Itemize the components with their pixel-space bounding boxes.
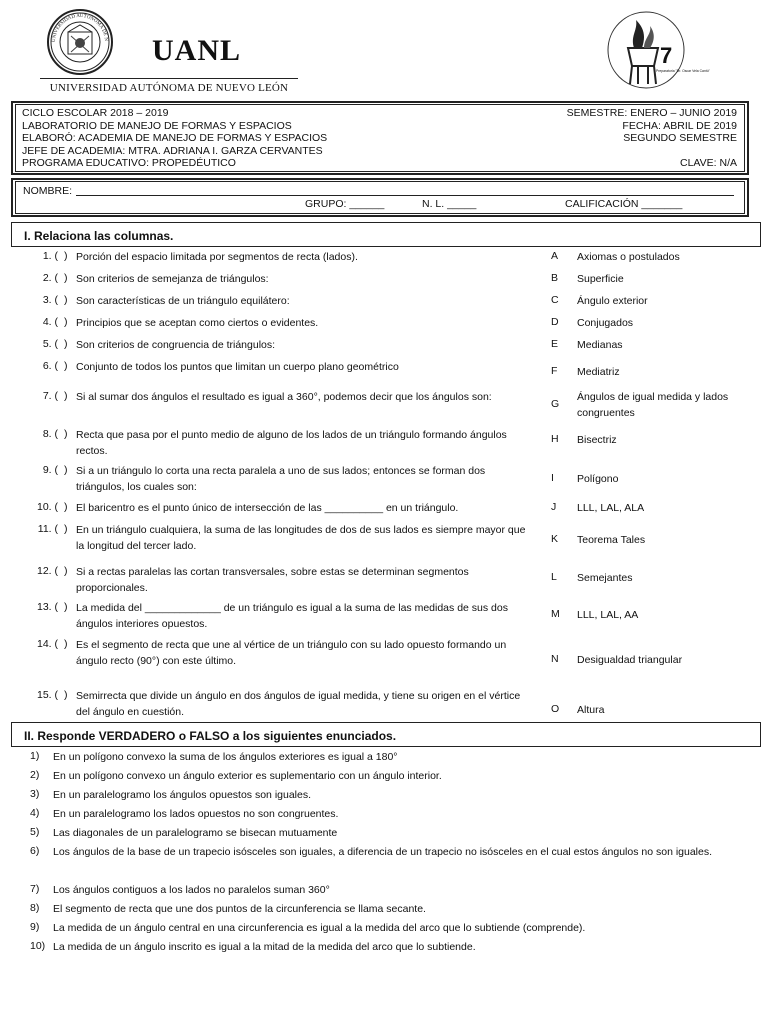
name-label: NOMBRE: [23,185,73,197]
tf-number: 3) [30,788,40,800]
tf-statement: El segmento de recta que une dos puntos de la circunferencia se llama secante. [53,903,426,915]
item-answer-blank[interactable]: ) [64,601,68,613]
tf-statement: Los ángulos contiguos a los lados no paralelos suman 360° [53,884,330,896]
item-answer-blank[interactable]: ) [64,689,68,701]
item-number[interactable]: 12. ( [36,565,58,577]
academy-head: JEFE DE ACADEMIA: MTRA. ADRIANA I. GARZA CERVANTES [22,144,323,157]
item-answer-blank[interactable]: ) [64,565,68,577]
option-text: Mediatriz [577,366,620,378]
tf-number: 9) [30,921,40,933]
option-letter: N [551,653,559,665]
item-statement: Porción del espacio limitada por segmentos de recta (lados). [76,251,358,263]
item-statement: Semirrecta que divide un ángulo en dos ángulos de igual medida, y tiene su origen en el vértice del ángulo en cuestión. [76,690,521,718]
uanl-title: UANL [152,34,242,67]
item-number[interactable]: 5. ( [42,338,58,350]
section-1-title: I. Relaciona las columnas. [11,222,761,247]
item-number[interactable]: 8. ( [42,428,58,440]
option-text: Conjugados [577,317,634,329]
list-number-field[interactable]: N. L. _____ [422,198,477,210]
item-number[interactable]: 6. ( [42,360,58,372]
tf-number: 1) [30,750,40,762]
option-text: Altura [577,704,605,716]
option-text: Axiomas o postulados [577,251,680,263]
option-letter: L [551,571,557,583]
prepa-name: Preparatoria "Dr. Oscar Vela Cantú" [656,69,710,73]
option-letter: K [551,533,559,545]
tf-number: 6) [30,845,40,857]
semester-number: SEGUNDO SEMESTRE [623,132,737,145]
university-name: UNIVERSIDAD AUTÓNOMA DE NUEVO LEÓN [49,82,289,94]
option-text: LLL, LAL, AA [577,609,639,621]
option-letter: A [551,250,559,262]
date: FECHA: ABRIL DE 2019 [622,119,737,132]
item-answer-blank[interactable]: ) [64,464,68,476]
group-field[interactable]: GRUPO: ______ [305,198,385,210]
item-number[interactable]: 13. ( [36,601,58,613]
option-text: Medianas [577,339,623,351]
item-statement: En un triángulo cualquiera, la suma de las longitudes de dos de sus lados es siempre mayor que la longitud del tercer lado. [76,524,526,552]
preparatoria-logo [604,8,710,94]
tf-number: 4) [30,807,40,819]
item-statement: Conjunto de todos los puntos que limitan un cuerpo plano geométrico [76,361,399,373]
item-statement: Si al sumar dos ángulos el resultado es igual a 360°, podemos decir que los ángulos son: [76,391,492,403]
item-answer-blank[interactable]: ) [64,638,68,650]
item-statement: Si a un triángulo lo corta una recta paralela a uno de sus lados; entonces se forman dos triángulos, los cuales son: [76,465,486,493]
option-text: Ángulo exterior [577,295,648,307]
option-text: Superficie [577,273,624,285]
item-number[interactable]: 11. ( [37,523,58,535]
tf-statement: En un paralelogramo los ángulos opuestos son iguales. [53,789,312,801]
item-number[interactable]: 1. ( [42,250,58,262]
option-letter: E [551,338,559,350]
info-right [440,107,737,170]
tf-statement: La medida de un ángulo inscrito es igual a la mitad de la medida del arco que lo subtiende. [53,941,476,953]
grade-field[interactable]: CALIFICACIÓN _______ [565,198,683,210]
item-number[interactable]: 14. ( [36,638,58,650]
name-field[interactable] [76,195,734,196]
option-letter: D [551,316,559,328]
item-statement: Si a rectas paralelas las cortan transversales, sobre estas se determinan segmentos proporcionales. [76,566,469,594]
tf-number: 10) [30,940,46,952]
option-letter: H [551,433,559,445]
tf-statement: En un paralelogramo los lados opuestos no son congruentes. [53,808,339,820]
tf-statement: En un polígono convexo un ángulo exterior es suplementario con un ángulo interior. [53,770,442,782]
tf-number: 2) [30,769,40,781]
uanl-seal-logo [46,8,114,76]
item-statement: Es el segmento de recta que une al vértice de un triángulo con su lado opuesto formando un ángulo recto (90°) con este último. [76,639,507,667]
option-text: Desigualdad triangular [577,654,683,666]
item-number[interactable]: 2. ( [42,272,58,284]
option-text: Semejantes [577,572,633,584]
item-answer-blank[interactable]: ) [64,360,68,372]
tf-statement: La medida de un ángulo central en una circunferencia es igual a la medida del arco que lo subtiende (comprende). [53,922,586,934]
item-statement: Principios que se aceptan como ciertos o evidentes. [76,317,319,329]
semester: SEMESTRE: ENERO – JUNIO 2019 [566,107,737,119]
item-number[interactable]: 9. ( [42,464,58,476]
item-answer-blank[interactable]: ) [64,294,68,306]
option-text: Polígono [577,473,619,485]
option-text: Ángulos de igual medida y lados congruentes [577,391,729,419]
tf-number: 8) [30,902,40,914]
option-text: Teorema Tales [577,534,646,546]
tf-number: 5) [30,826,40,838]
option-letter: J [551,501,557,513]
option-letter: O [551,703,560,715]
option-letter: I [551,472,554,484]
school-cycle: CICLO ESCOLAR 2018 – 2019 [22,107,169,119]
item-answer-blank[interactable]: ) [64,250,68,262]
key: CLAVE: N/A [680,157,737,170]
tf-statement: Los ángulos de la base de un trapecio isósceles son iguales, a diferencia de un trapecio no isósceles en el cual estos ángulos no son iguales. [53,846,713,858]
item-answer-blank[interactable]: ) [64,338,68,350]
prepa-number: 7 [660,43,673,68]
option-letter: M [551,608,560,620]
option-letter: C [551,294,559,306]
item-answer-blank[interactable]: ) [64,316,68,328]
option-letter: F [551,365,558,377]
tf-number: 7) [30,883,40,895]
info-left [22,107,327,170]
item-statement: Son criterios de congruencia de triángulos: [76,339,276,351]
item-number[interactable]: 7. ( [42,390,58,402]
item-number[interactable]: 3. ( [42,294,58,306]
item-number[interactable]: 15. ( [36,689,58,701]
item-answer-blank[interactable]: ) [64,390,68,402]
item-answer-blank[interactable]: ) [64,523,68,535]
item-answer-blank[interactable]: ) [64,428,68,440]
tf-statement: En un polígono convexo la suma de los ángulos exteriores es igual a 180° [53,751,398,763]
tf-statement: Las diagonales de un paralelogramo se bisecan mutuamente [53,827,338,839]
seal-text: UNIVERSIDAD AUTÓNOMA DE N [51,13,109,43]
item-statement: Recta que pasa por el punto medio de alguno de los lados de un triángulo formando ángulos rectos. [76,429,507,457]
option-text: Bisectriz [577,434,617,446]
item-statement: Son criterios de semejanza de triángulos: [76,273,269,285]
item-statement: La medida del _____________ de un triángulo es igual a la suma de las medidas de sus dos ángulos interiores opuestos. [76,602,508,630]
section-2-title: II. Responde VERDADERO o FALSO a los siguientes enunciados. [11,722,761,747]
item-number[interactable]: 4. ( [42,316,58,328]
spacer [440,145,737,158]
item-statement: Son características de un triángulo equilátero: [76,295,290,307]
item-statement: El baricentro es el punto único de intersección de las __________ en un triángulo. [76,502,459,514]
header-rule [40,78,298,79]
option-letter: G [551,398,560,410]
item-answer-blank[interactable]: ) [64,501,68,513]
option-text: LLL, LAL, ALA [577,502,645,514]
item-number[interactable]: 10. ( [36,501,58,513]
elaborated-by: ELABORÓ: ACADEMIA DE MANEJO DE FORMAS Y ESPACIOS [22,132,328,145]
laboratory: LABORATORIO DE MANEJO DE FORMAS Y ESPACIOS [22,119,292,132]
item-answer-blank[interactable]: ) [64,272,68,284]
option-letter: B [551,272,559,284]
program: PROGRAMA EDUCATIVO: PROPEDÉUTICO [22,157,236,170]
